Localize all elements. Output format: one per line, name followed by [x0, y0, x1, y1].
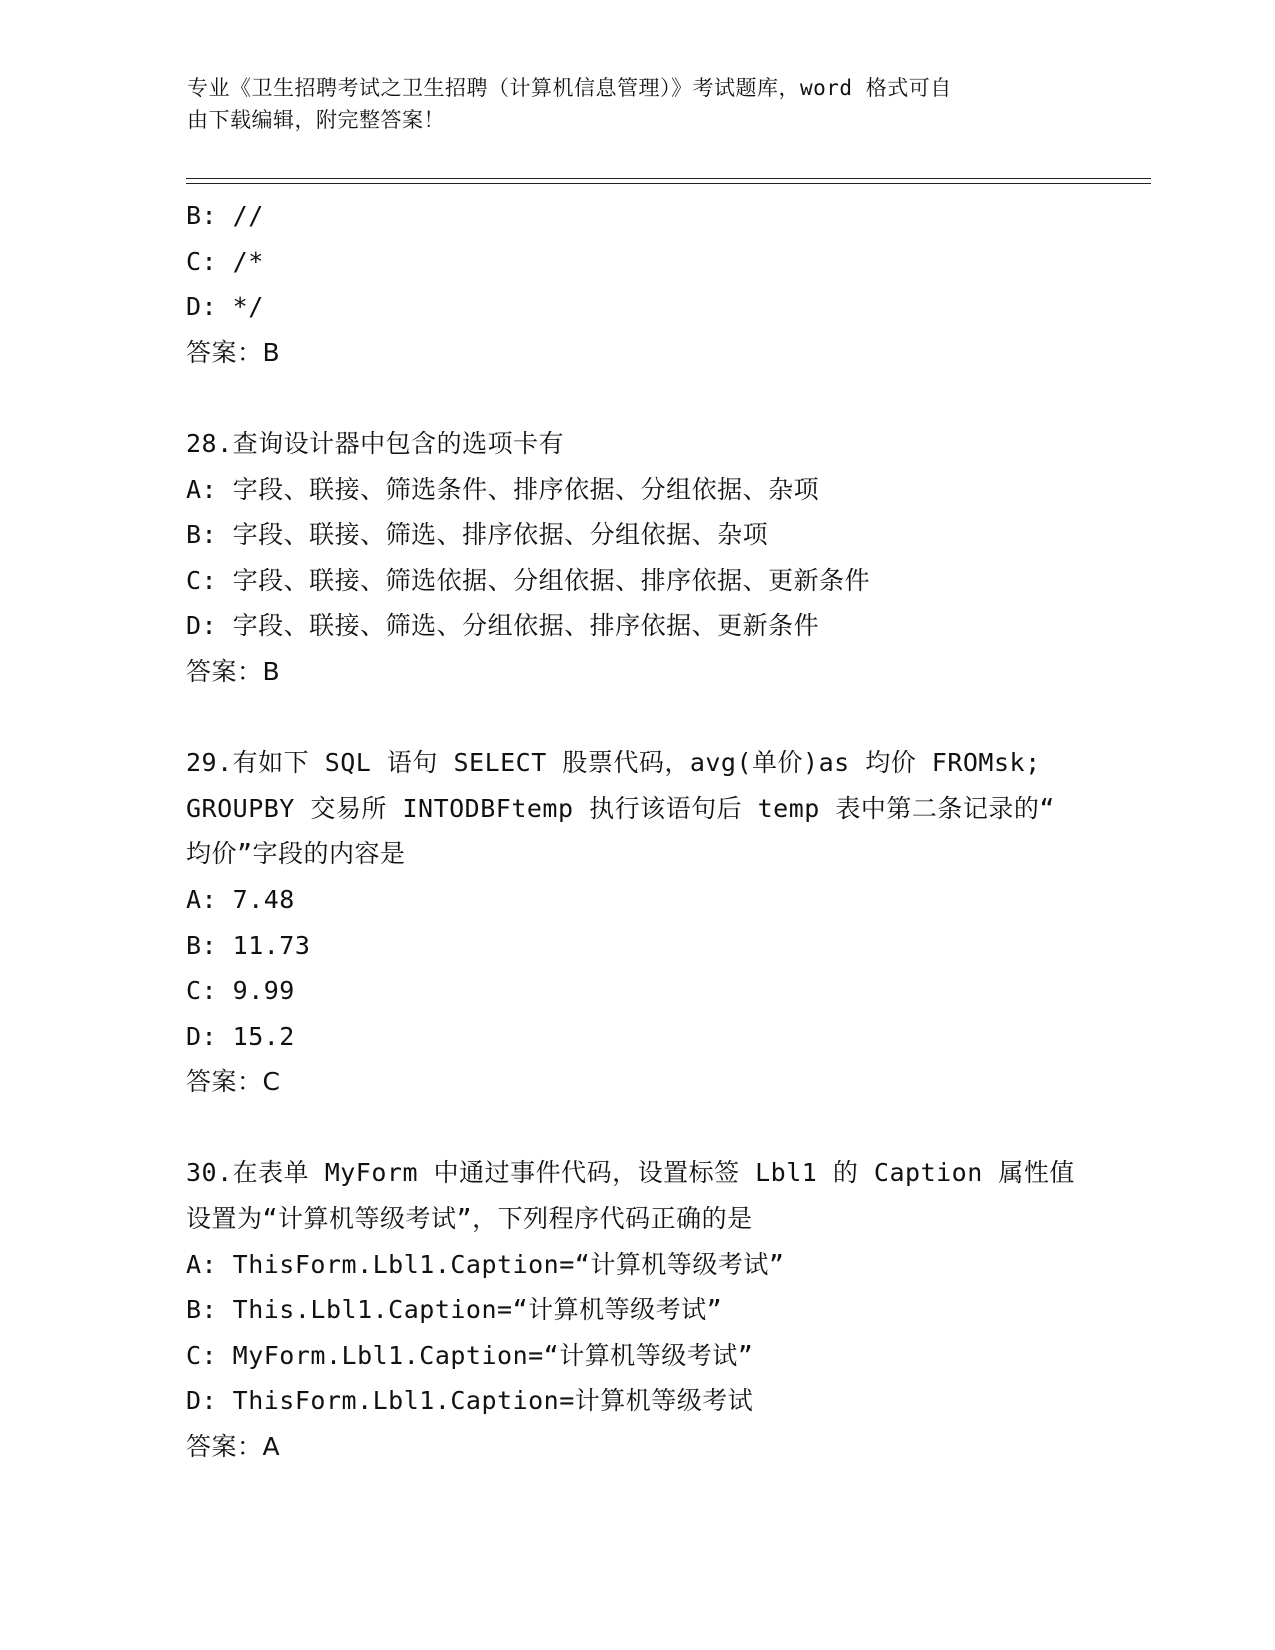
option-c: C: 字段、联接、筛选依据、分组依据、排序依据、更新条件 [186, 565, 871, 595]
question-block-30 [186, 1150, 1086, 1469]
option-b: B: 字段、联接、筛选、排序依据、分组依据、杂项 [186, 520, 769, 550]
question-list [186, 193, 1086, 1470]
question-text-line-1: 30.在表单 MyForm 中通过事件代码，设置标签 Lbl1 的 Caption 属性值 [186, 1158, 1075, 1188]
answer-label: 答案：C [186, 1067, 281, 1097]
answer-label: 答案：A [186, 1432, 281, 1462]
option-d: D: ThisForm.Lbl1.Caption=计算机等级考试 [186, 1386, 754, 1416]
spacer [186, 695, 1086, 741]
option-c: C: MyForm.Lbl1.Caption=“计算机等级考试” [186, 1340, 754, 1370]
option-b: B: // [186, 201, 264, 230]
document-header [187, 72, 1087, 136]
question-text-line-3: 均价”字段的内容是 [186, 839, 406, 869]
question-block-27 [186, 193, 1086, 375]
question-text: 28.查询设计器中包含的选项卡有 [186, 428, 565, 458]
spacer [186, 375, 1086, 421]
answer-label: 答案：B [186, 337, 281, 367]
option-d: D: 字段、联接、筛选、分组依据、排序依据、更新条件 [186, 611, 820, 641]
question-block-29 [186, 740, 1086, 1105]
question-text-line-2: 设置为“计算机等级考试”，下列程序代码正确的是 [186, 1204, 753, 1234]
header-divider-bottom [186, 183, 1151, 184]
question-text-line-1: 29.有如下 SQL 语句 SELECT 股票代码，avg(单价)as 均价 FROMsk; [186, 748, 1041, 778]
spacer [186, 1105, 1086, 1151]
answer-label: 答案：B [186, 656, 281, 686]
question-block-28 [186, 421, 1086, 695]
option-d: D: 15.2 [186, 1021, 295, 1051]
option-b: B: This.Lbl1.Caption=“计算机等级考试” [186, 1295, 723, 1325]
option-d: D: */ [186, 292, 264, 322]
question-text-line-2: GROUPBY 交易所 INTODBFtemp 执行该语句后 temp 表中第二条记录的“ [186, 793, 1055, 823]
option-c: C: 9.99 [186, 976, 295, 1006]
option-a: A: 7.48 [186, 884, 295, 914]
header-divider-top [186, 178, 1151, 179]
option-b: B: 11.73 [186, 930, 311, 960]
option-a: A: ThisForm.Lbl1.Caption=“计算机等级考试” [186, 1249, 785, 1279]
option-a: A: 字段、联接、筛选条件、排序依据、分组依据、杂项 [186, 474, 820, 504]
option-c: C: /* [186, 246, 264, 276]
header-line-1: 专业《卫生招聘考试之卫生招聘（计算机信息管理）》考试题库，word 格式可自 [187, 76, 952, 100]
header-line-2: 由下载编辑，附完整答案！ [187, 108, 445, 132]
